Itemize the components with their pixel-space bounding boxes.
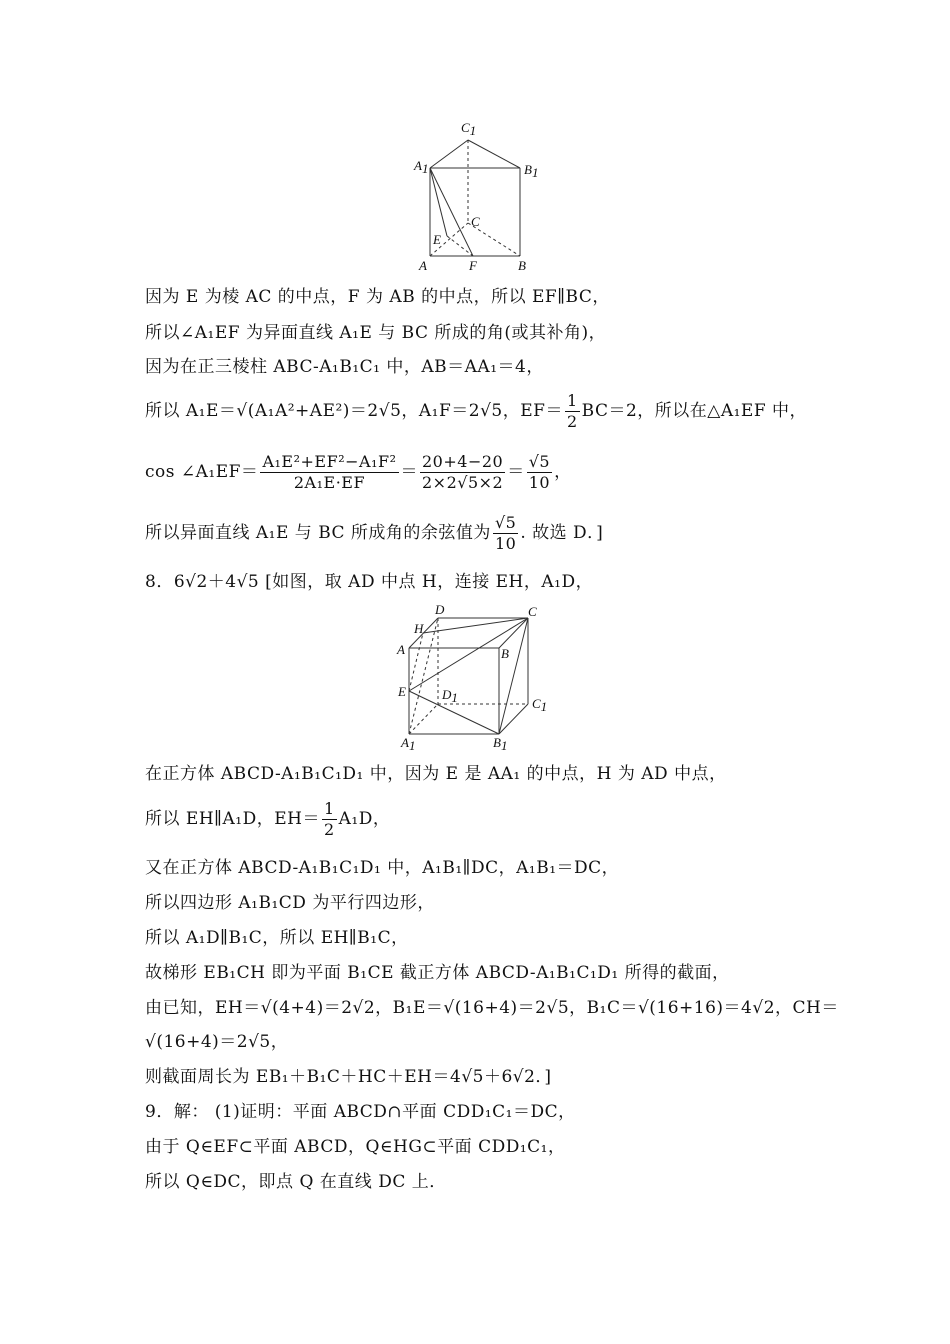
text-line-12: 所以 A₁D∥B₁C，所以 EH∥B₁C， xyxy=(145,928,409,948)
text-line-13: 故梯形 EB₁CH 即为平面 B₁CE 截正方体 ABCD-A₁B₁C₁D₁ 所得的截面， xyxy=(145,963,730,983)
text-line-16: 则截面周长为 EB₁＋B₁C＋HC＋EH＝4√5＋6√2．] xyxy=(145,1067,552,1087)
edge-a1-c1 xyxy=(430,140,468,168)
text-line-5 xyxy=(145,448,572,496)
comma: ， xyxy=(554,462,572,482)
text-line-14: 由已知，EH＝√(4+4)＝2√2，B₁E＝√(16+4)＝2√5，B₁C＝√(16+16)＝4√2，CH＝ xyxy=(145,998,839,1018)
text-line-2: 所以∠A₁EF 为异面直线 A₁E 与 BC 所成的角(或其补角)， xyxy=(145,323,607,343)
l9-part-a: 所以 EH∥A₁D，EH＝ xyxy=(145,809,320,829)
l6-part-b: . 故选 D．] xyxy=(520,523,604,543)
cos-label: cos ∠A₁EF＝ xyxy=(145,462,259,482)
fraction-half: $\frac{1}{2}$ xyxy=(566,391,578,431)
text-line-9 xyxy=(145,797,390,841)
label-a1: A1 xyxy=(401,735,416,753)
fraction-half-2: $\frac{1}{2}$ xyxy=(323,799,335,839)
label-c: C xyxy=(471,214,480,229)
text-line-19: 所以 Q∈DC，即点 Q 在直线 DC 上． xyxy=(145,1172,447,1192)
text-line-11: 所以四边形 A₁B₁CD 为平行四边形， xyxy=(145,893,435,913)
l9-part-b: A₁D， xyxy=(338,809,391,829)
label-d1: D1 xyxy=(442,687,458,705)
text-line-15: √(16+4)＝2√5， xyxy=(145,1032,289,1052)
edge-c1-b1 xyxy=(468,140,520,168)
text-line-18: 由于 Q∈EF⊂平面 ABCD，Q∈HG⊂平面 CDD₁C₁， xyxy=(145,1137,566,1157)
label-b: B xyxy=(518,258,526,273)
label-h: H xyxy=(414,621,424,636)
edge-b1-c1 xyxy=(499,704,528,734)
label-d: D xyxy=(435,604,445,617)
label-f: F xyxy=(469,258,477,273)
edge-e-f xyxy=(447,236,473,256)
text-line-4 xyxy=(145,391,807,432)
text-line-1: 因为 E 为棱 AC 的中点，F 为 AB 的中点，所以 EF∥BC， xyxy=(145,287,610,307)
label-c1: C1 xyxy=(532,696,548,714)
text-line-17: 9．解： (1)证明：平面 ABCD∩平面 CDD₁C₁＝DC， xyxy=(145,1102,576,1122)
label-b1: B1 xyxy=(524,162,539,180)
fraction-result: $\frac{√5}{10}$ xyxy=(528,452,551,492)
fraction-answer: $\frac{√5}{10}$ xyxy=(494,513,517,553)
text-line-8: 在正方体 ABCD-A₁B₁C₁D₁ 中，因为 E 是 AA₁ 的中点，H 为 AD 中点， xyxy=(145,764,727,784)
label-b: B xyxy=(501,646,509,661)
label-e: E xyxy=(398,684,406,699)
edge-b1-c xyxy=(499,618,528,734)
label-e: E xyxy=(433,232,441,247)
label-a: A xyxy=(419,258,427,273)
prism-figure xyxy=(405,118,545,278)
text-line-7: 8．6√2＋4√5 [如图，取 AD 中点 H，连接 EH，A₁D， xyxy=(145,572,594,592)
fraction-cosine-formula: $\frac{\text{A₁E²+EF²−A₁F²}}{\text{2A₁E·EF}}$ xyxy=(262,452,397,492)
label-b1: B1 xyxy=(493,735,508,753)
text-line-6 xyxy=(145,510,603,556)
label-a1: A1 xyxy=(414,158,429,176)
l6-part-a: 所以异面直线 A₁E 与 BC 所成角的余弦值为 xyxy=(145,523,491,543)
edge-a1-e xyxy=(430,168,447,236)
cube-figure xyxy=(393,604,558,754)
l4-part-b: BC＝2，所以在△A₁EF 中， xyxy=(581,401,808,421)
equals-sign-2: ＝ xyxy=(507,462,525,482)
label-c1: C1 xyxy=(461,120,477,138)
text-line-10: 又在正方体 ABCD-A₁B₁C₁D₁ 中，A₁B₁∥DC，A₁B₁＝DC， xyxy=(145,858,620,878)
equals-sign: ＝ xyxy=(400,462,418,482)
fraction-numeric: $\frac{20+4-20}{2\times 2√5\times 2}$ xyxy=(422,452,504,492)
l4-part-a: 所以 A₁E＝√(A₁A²+AE²)＝2√5，A₁F＝2√5，EF＝ xyxy=(145,401,563,421)
edge-h-c xyxy=(423,618,528,633)
text-line-3: 因为在正三棱柱 ABC-A₁B₁C₁ 中，AB＝AA₁＝4， xyxy=(145,357,544,377)
label-c: C xyxy=(528,604,537,619)
edge-a1-d1 xyxy=(409,704,438,734)
label-a: A xyxy=(397,642,405,657)
edge-e-h xyxy=(409,633,423,691)
